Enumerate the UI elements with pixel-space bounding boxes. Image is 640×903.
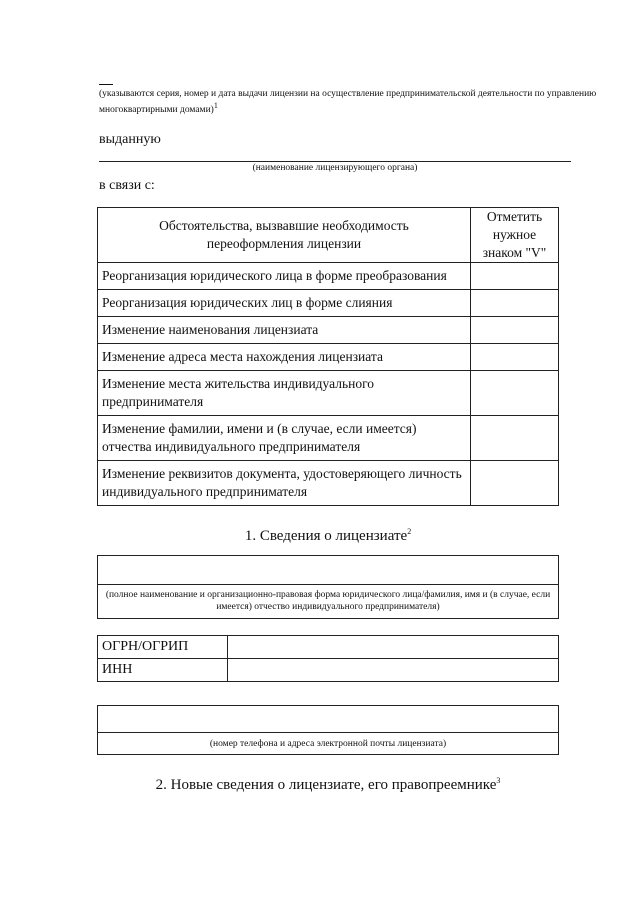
reason-mark-cell[interactable] — [471, 290, 559, 317]
table-row — [98, 416, 559, 461]
contact-box — [97, 705, 559, 755]
reason-mark-cell[interactable] — [471, 344, 559, 371]
reason-text: Изменение наименования лицензиата — [98, 317, 471, 344]
contact-caption: (номер телефона и адреса электронной почты лицензиата) — [209, 739, 447, 749]
table-row — [98, 263, 559, 290]
reason-mark-cell[interactable] — [471, 416, 559, 461]
header-dash — [99, 84, 113, 85]
reason-mark-cell[interactable] — [471, 371, 559, 416]
issued-label: выданную — [99, 132, 161, 147]
reason-label: в связи с: — [99, 178, 155, 193]
licensee-name-caption: (полное наименование и организационно-правовая форма юридического лица/фамилия, имя и (в случае, если имеется) отчество индивидуального предпринимателя) — [105, 590, 551, 612]
table-row — [98, 344, 559, 371]
ogrn-label: ОГРН/ОГРИП — [98, 636, 228, 659]
licensee-name-box — [97, 555, 559, 619]
reasons-header-mark: Отметить нужное знаком "V" — [471, 208, 559, 263]
table-row — [98, 290, 559, 317]
reason-text: Реорганизация юридических лиц в форме слияния — [98, 290, 471, 317]
contact-divider — [98, 732, 558, 733]
table-row — [98, 461, 559, 506]
reason-mark-cell[interactable] — [471, 317, 559, 344]
contact-field[interactable] — [98, 706, 558, 732]
section2-title: 2. Новые сведения о лицензиате, его правопреемнике$^3$ — [155, 776, 501, 793]
section1-title: 1. Сведения о лицензиате$^2$ — [244, 527, 412, 544]
reason-text: Изменение адреса места нахождения лицензиата — [98, 344, 471, 371]
table-row — [98, 659, 559, 682]
reasons-table-header — [98, 208, 559, 263]
ogrn-field[interactable] — [227, 636, 558, 659]
ids-table — [97, 635, 559, 682]
inn-label: ИНН — [98, 659, 228, 682]
table-row — [98, 636, 559, 659]
reason-mark-cell[interactable] — [471, 461, 559, 506]
reasons-table — [97, 207, 559, 506]
table-row — [98, 317, 559, 344]
reason-text: Изменение фамилии, имени и (в случае, если имеется) отчества индивидуального предпринимателя — [98, 416, 471, 461]
licensee-name-divider — [98, 584, 558, 585]
table-row — [98, 371, 559, 416]
issuer-caption: (наименование лицензирующего органа) — [252, 163, 418, 173]
reasons-header-circumstances: Обстоятельства, вызвавшие необходимость переоформления лицензии — [98, 208, 471, 263]
reason-text: Реорганизация юридического лица в форме преобразования — [98, 263, 471, 290]
license-details-note: (указываются серия, номер и дата выдачи лицензии на осуществление предпринимательской деятельности по управлению многоквартирными домами)$^1$ — [99, 89, 597, 116]
reason-text: Изменение места жительства индивидуального предпринимателя — [98, 371, 471, 416]
licensee-name-field[interactable] — [98, 556, 558, 584]
reason-mark-cell[interactable] — [471, 263, 559, 290]
inn-field[interactable] — [227, 659, 558, 682]
reason-text: Изменение реквизитов документа, удостоверяющего личность индивидуального предпринимателя — [98, 461, 471, 506]
